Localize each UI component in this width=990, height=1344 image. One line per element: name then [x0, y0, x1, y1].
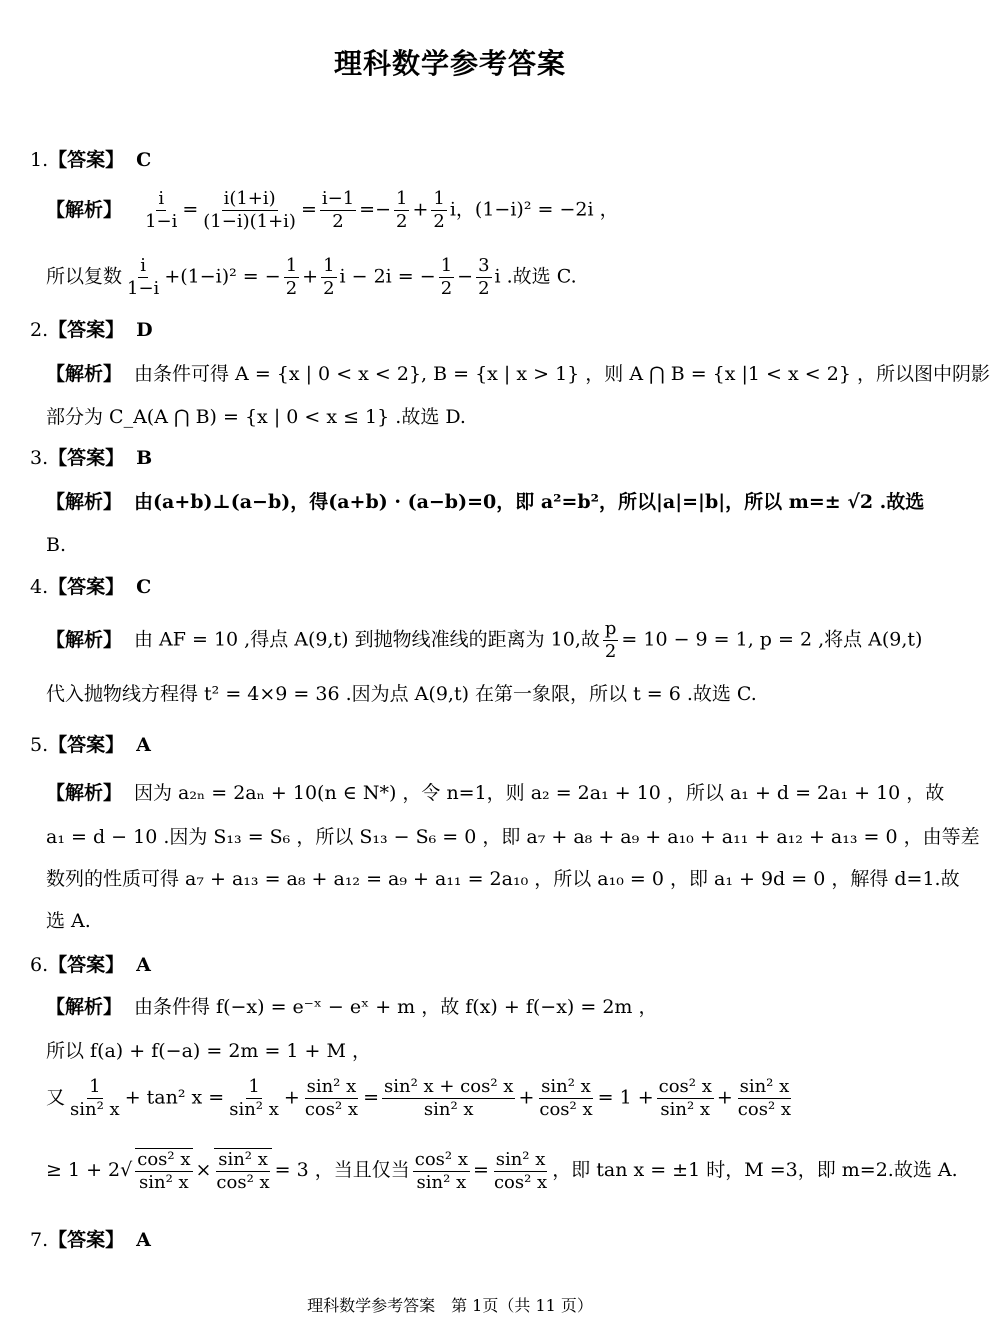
fraction: $\frac{i-1}{2}$: [321, 188, 355, 232]
q4-answer: C: [136, 576, 152, 598]
q2-answer: D: [136, 319, 153, 341]
q4-analysis-line2: 代入抛物线方程得 t² = 4×9 = 36 .因为点 A(9,t) 在第一象限，所以 t = 6 .故选 C.: [46, 683, 757, 705]
fraction: $\frac{3}{2}$: [478, 255, 490, 299]
q5-heading: 5.【答案】 A: [30, 734, 151, 756]
fraction: $\frac{i}{1-i}$: [127, 255, 160, 299]
q3-heading: 3.【答案】 B: [30, 447, 153, 469]
page-footer: 理科数学参考答案 第 1页（共 11 页）: [307, 1296, 593, 1315]
q7-answer: A: [136, 1229, 151, 1251]
q5-answer: A: [136, 734, 151, 756]
fraction: $\frac{\text{sin² x}}{\text{cos² x}}$: [539, 1076, 593, 1120]
fraction: $\frac{1}{\text{sin² x}}$: [70, 1076, 120, 1120]
q6-analysis-line1: 【解析】 由条件得 f(−x) = e⁻ˣ − eˣ + m ，故 f(x) + f(−x) = 2m ，: [46, 996, 658, 1018]
q5-analysis-line1: 【解析】 因为 a₂ₙ = 2aₙ + 10(n ∈ N*) ，令 n=1，则 a₂ = 2a₁ + 10 ，所以 a₁ + d = 2a₁ + 10 ，故: [46, 782, 945, 804]
q2-analysis-line1: 【解析】 由条件可得 A = {x | 0 < x < 2}, B = {x | x > 1} ，则 A ⋂ B = {x |1 < x < 2} ，所以图中阴影: [46, 363, 990, 385]
q5-analysis-line4: 选 A.: [46, 910, 91, 932]
fraction: $\frac{\text{sin² x}}{\text{cos² x}}$: [216, 1149, 270, 1193]
q5-analysis-line2: a₁ = d − 10 .因为 S₁₃ = S₆ ，所以 S₁₃ − S₆ = 0 ，即 a₇ + a₈ + a₉ + a₁₀ + a₁₁ + a₁₂ + a₁₃ = 0 ，由等差: [46, 826, 980, 848]
q3-answer: B: [136, 447, 153, 469]
answer-tag: 【答案】: [48, 149, 125, 171]
fraction: $\frac{\text{sin² x + cos² x}}{\text{sin² x}}$: [383, 1076, 514, 1120]
fraction: $\frac{1}{2}$: [285, 255, 298, 299]
q1-analysis-line2: 所以复数 $\frac{i}{1-i}$ +(1−i)² = − $\frac{1}{2}$ + $\frac{1}{2}$ i − 2i = − $\frac{1}{2}$ − $\frac{3}{2}$ i .故选 C.: [46, 255, 577, 299]
fraction: $\frac{\text{cos² x}}{\text{sin² x}}$: [414, 1148, 469, 1193]
fraction: $\frac{\text{sin² x}}{\text{cos² x}}$: [304, 1076, 359, 1120]
fraction: $\frac{\text{sin² x}}{\text{cos² x}}$: [493, 1148, 548, 1193]
q5-analysis-line3: 数列的性质可得 a₇ + a₁₃ = a₈ + a₁₂ = a₉ + a₁₁ = 2a₁₀ ，所以 a₁₀ = 0 ，即 a₁ + 9d = 0 ，解得 d=1.故: [46, 868, 960, 890]
q1-heading: [30, 146, 870, 174]
q4-heading: 4.【答案】 C: [30, 576, 152, 598]
page-title: 理科数学参考答案: [333, 47, 566, 80]
q6-analysis-line2: 所以 f(a) + f(−a) = 2m = 1 + M ，: [46, 1040, 372, 1062]
fraction: $\frac{1}{2}$: [440, 255, 453, 299]
fraction: $\frac{\text{cos² x}}{\text{sin² x}}$: [658, 1076, 712, 1120]
q6-heading: 6.【答案】 A: [30, 954, 151, 976]
fraction: $\frac{1}{2}$: [323, 255, 335, 299]
q6-analysis-line3: 又 $\frac{1}{\text{sin² x}}$ + tan² x = $\frac{1}{\text{sin² x}}$ + $\frac{\text{sin² x}}{\text{cos² x}}$ = $\frac{\text{sin² x + cos² x}}{\text{sin² x}}$ + $\frac{\text{sin² x}}{\text{cos² x}}$ = 1 + $\frac{\text{cos² x}}{\text{sin² x}}$ + $\frac{\text{sin² x}}{\text{cos² x}}$: [46, 1076, 792, 1120]
fraction: $\frac{i}{1-i}$: [145, 188, 178, 232]
q3-analysis-line2: B.: [46, 534, 67, 556]
fraction: $\frac{1}{\text{sin² x}}$: [229, 1076, 279, 1120]
q7-heading: 7.【答案】 A: [30, 1229, 151, 1251]
q1-analysis-line1: 【解析】 $\frac{i}{1-i}$ = $\frac{i(1+i)}{(1-i)(1+i)}$ = $\frac{i-1}{2}$ =− $\frac{1}{2}$ + $\frac{1}{2}$ i，(1−i)² = −2i ，: [46, 188, 619, 232]
q6-answer: A: [136, 954, 151, 976]
fraction: $\frac{1}{2}$: [396, 188, 408, 232]
q2-heading: 2.【答案】 D: [30, 319, 153, 341]
fraction: $\frac{\text{sin² x}}{\text{cos² x}}$: [737, 1076, 792, 1120]
q1-number: 1.: [30, 149, 49, 171]
q6-analysis-line4: ≥ 1 + 2√ $\frac{\text{cos² x}}{\text{sin² x}}$ × $\frac{\text{sin² x}}{\text{cos² x}}$ = 3 ，当且仅当 $\frac{\text{cos² x}}{\text{sin² x}}$ = $\frac{\text{sin² x}}{\text{cos² x}}$ ，即 tan x = ±1 时，M =3，即 m=2.故选 A.: [46, 1148, 958, 1193]
fraction: $\frac{1}{2}$: [433, 188, 445, 232]
analysis-tag: 【解析】: [46, 198, 123, 221]
q4-analysis-line1: 【解析】 由 AF = 10 ,得点 A(9,t) 到抛物线准线的距离为 10,故 $\frac{p}{2}$ = 10 − 9 = 1, p = 2 ,将点 A(9,t): [46, 618, 923, 662]
fraction: $\frac{i(1+i)}{(1-i)(1+i)}$: [203, 188, 296, 232]
q2-analysis-line2: 部分为 C_A(A ⋂ B) = {x | 0 < x ≤ 1} .故选 D.: [46, 406, 466, 428]
q3-analysis-line1: 【解析】 由(a+b)⊥(a−b)，得(a+b) · (a−b)=0，即 a²=b²，所以|a|=|b|，所以 m=± √2 .故选: [46, 491, 925, 513]
q1-answer: C: [136, 149, 152, 171]
fraction: $\frac{p}{2}$: [604, 618, 617, 662]
fraction: $\frac{\text{cos² x}}{\text{sin² x}}$: [137, 1149, 191, 1193]
